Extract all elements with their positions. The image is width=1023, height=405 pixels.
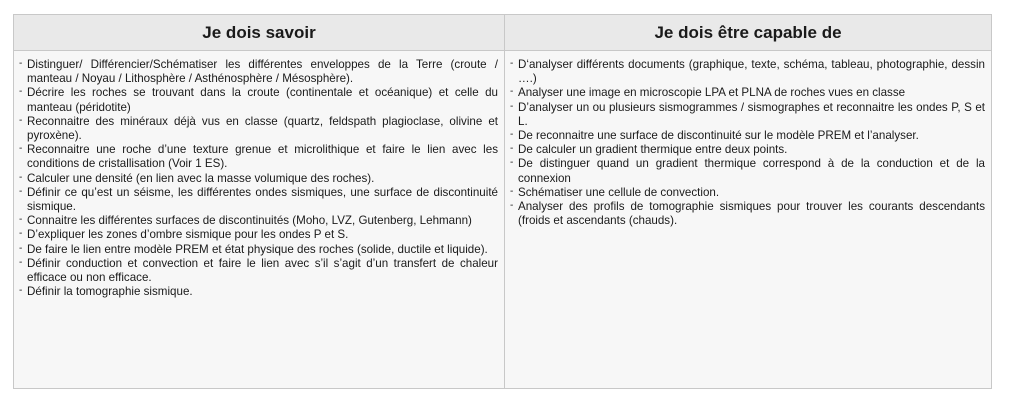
list-item: - De distinguer quand un gradient thermique correspond à de la conduction et de la connexion bbox=[509, 157, 985, 185]
header-je-dois-etre-capable-de: Je dois être capable de bbox=[505, 15, 991, 51]
list-item: - D‘analyser différents documents (graphique, texte, schéma, tableau, photographie, dessin ….) bbox=[509, 58, 985, 86]
list-item: - Définir la tomographie sismique. bbox=[18, 285, 498, 299]
header-je-dois-savoir: Je dois savoir bbox=[14, 15, 505, 51]
list-item: - Calculer une densité (en lien avec la masse volumique des roches). bbox=[18, 172, 498, 186]
list-item: - Définir conduction et convection et faire le lien avec s’il s’agit d’un transfert de chaleur efficace ou non efficace. bbox=[18, 257, 498, 285]
list-item: - De faire le lien entre modèle PREM et état physique des roches (solide, ductile et liquide). bbox=[18, 243, 498, 257]
skills-list bbox=[509, 58, 985, 228]
knowledge-cell bbox=[14, 51, 505, 388]
list-item: - D’analyser un ou plusieurs sismogrammes / sismographes et reconnaitre les ondes P, S et L. bbox=[509, 101, 985, 129]
list-item: - De calculer un gradient thermique entre deux points. bbox=[509, 143, 985, 157]
list-item: - Décrire les roches se trouvant dans la croute (continentale et océanique) et celle du manteau (péridotite) bbox=[18, 86, 498, 114]
list-item: - Reconnaitre des minéraux déjà vus en classe (quartz, feldspath plagioclase, olivine et pyroxène). bbox=[18, 115, 498, 143]
list-item: - De reconnaitre une surface de discontinuité sur le modèle PREM et l’analyser. bbox=[509, 129, 985, 143]
list-item: - Analyser des profils de tomographie sismiques pour trouver les courants descendants (froids et ascendants (chauds). bbox=[509, 200, 985, 228]
list-item: - Distinguer/ Différencier/Schématiser les différentes enveloppes de la Terre (croute / manteau / Noyau / Lithosphère / Asthénosphère / Mésosphère). bbox=[18, 58, 498, 86]
skills-table bbox=[13, 14, 992, 389]
list-item: - Connaitre les différentes surfaces de discontinuités (Moho, LVZ, Gutenberg, Lehmann) bbox=[18, 214, 498, 228]
list-item: - Reconnaitre une roche d’une texture grenue et microlithique et faire le lien avec les conditions de cristallisation (Voir 1 ES). bbox=[18, 143, 498, 171]
list-item: - D’expliquer les zones d’ombre sismique pour les ondes P et S. bbox=[18, 228, 498, 242]
knowledge-list bbox=[18, 58, 498, 299]
list-item: - Analyser une image en microscopie LPA et PLNA de roches vues en classe bbox=[509, 86, 985, 100]
list-item: - Définir ce qu’est un séisme, les différentes ondes sismiques, une surface de discontinuité sismique. bbox=[18, 186, 498, 214]
skills-cell bbox=[505, 51, 991, 388]
list-item: - Schématiser une cellule de convection. bbox=[509, 186, 985, 200]
